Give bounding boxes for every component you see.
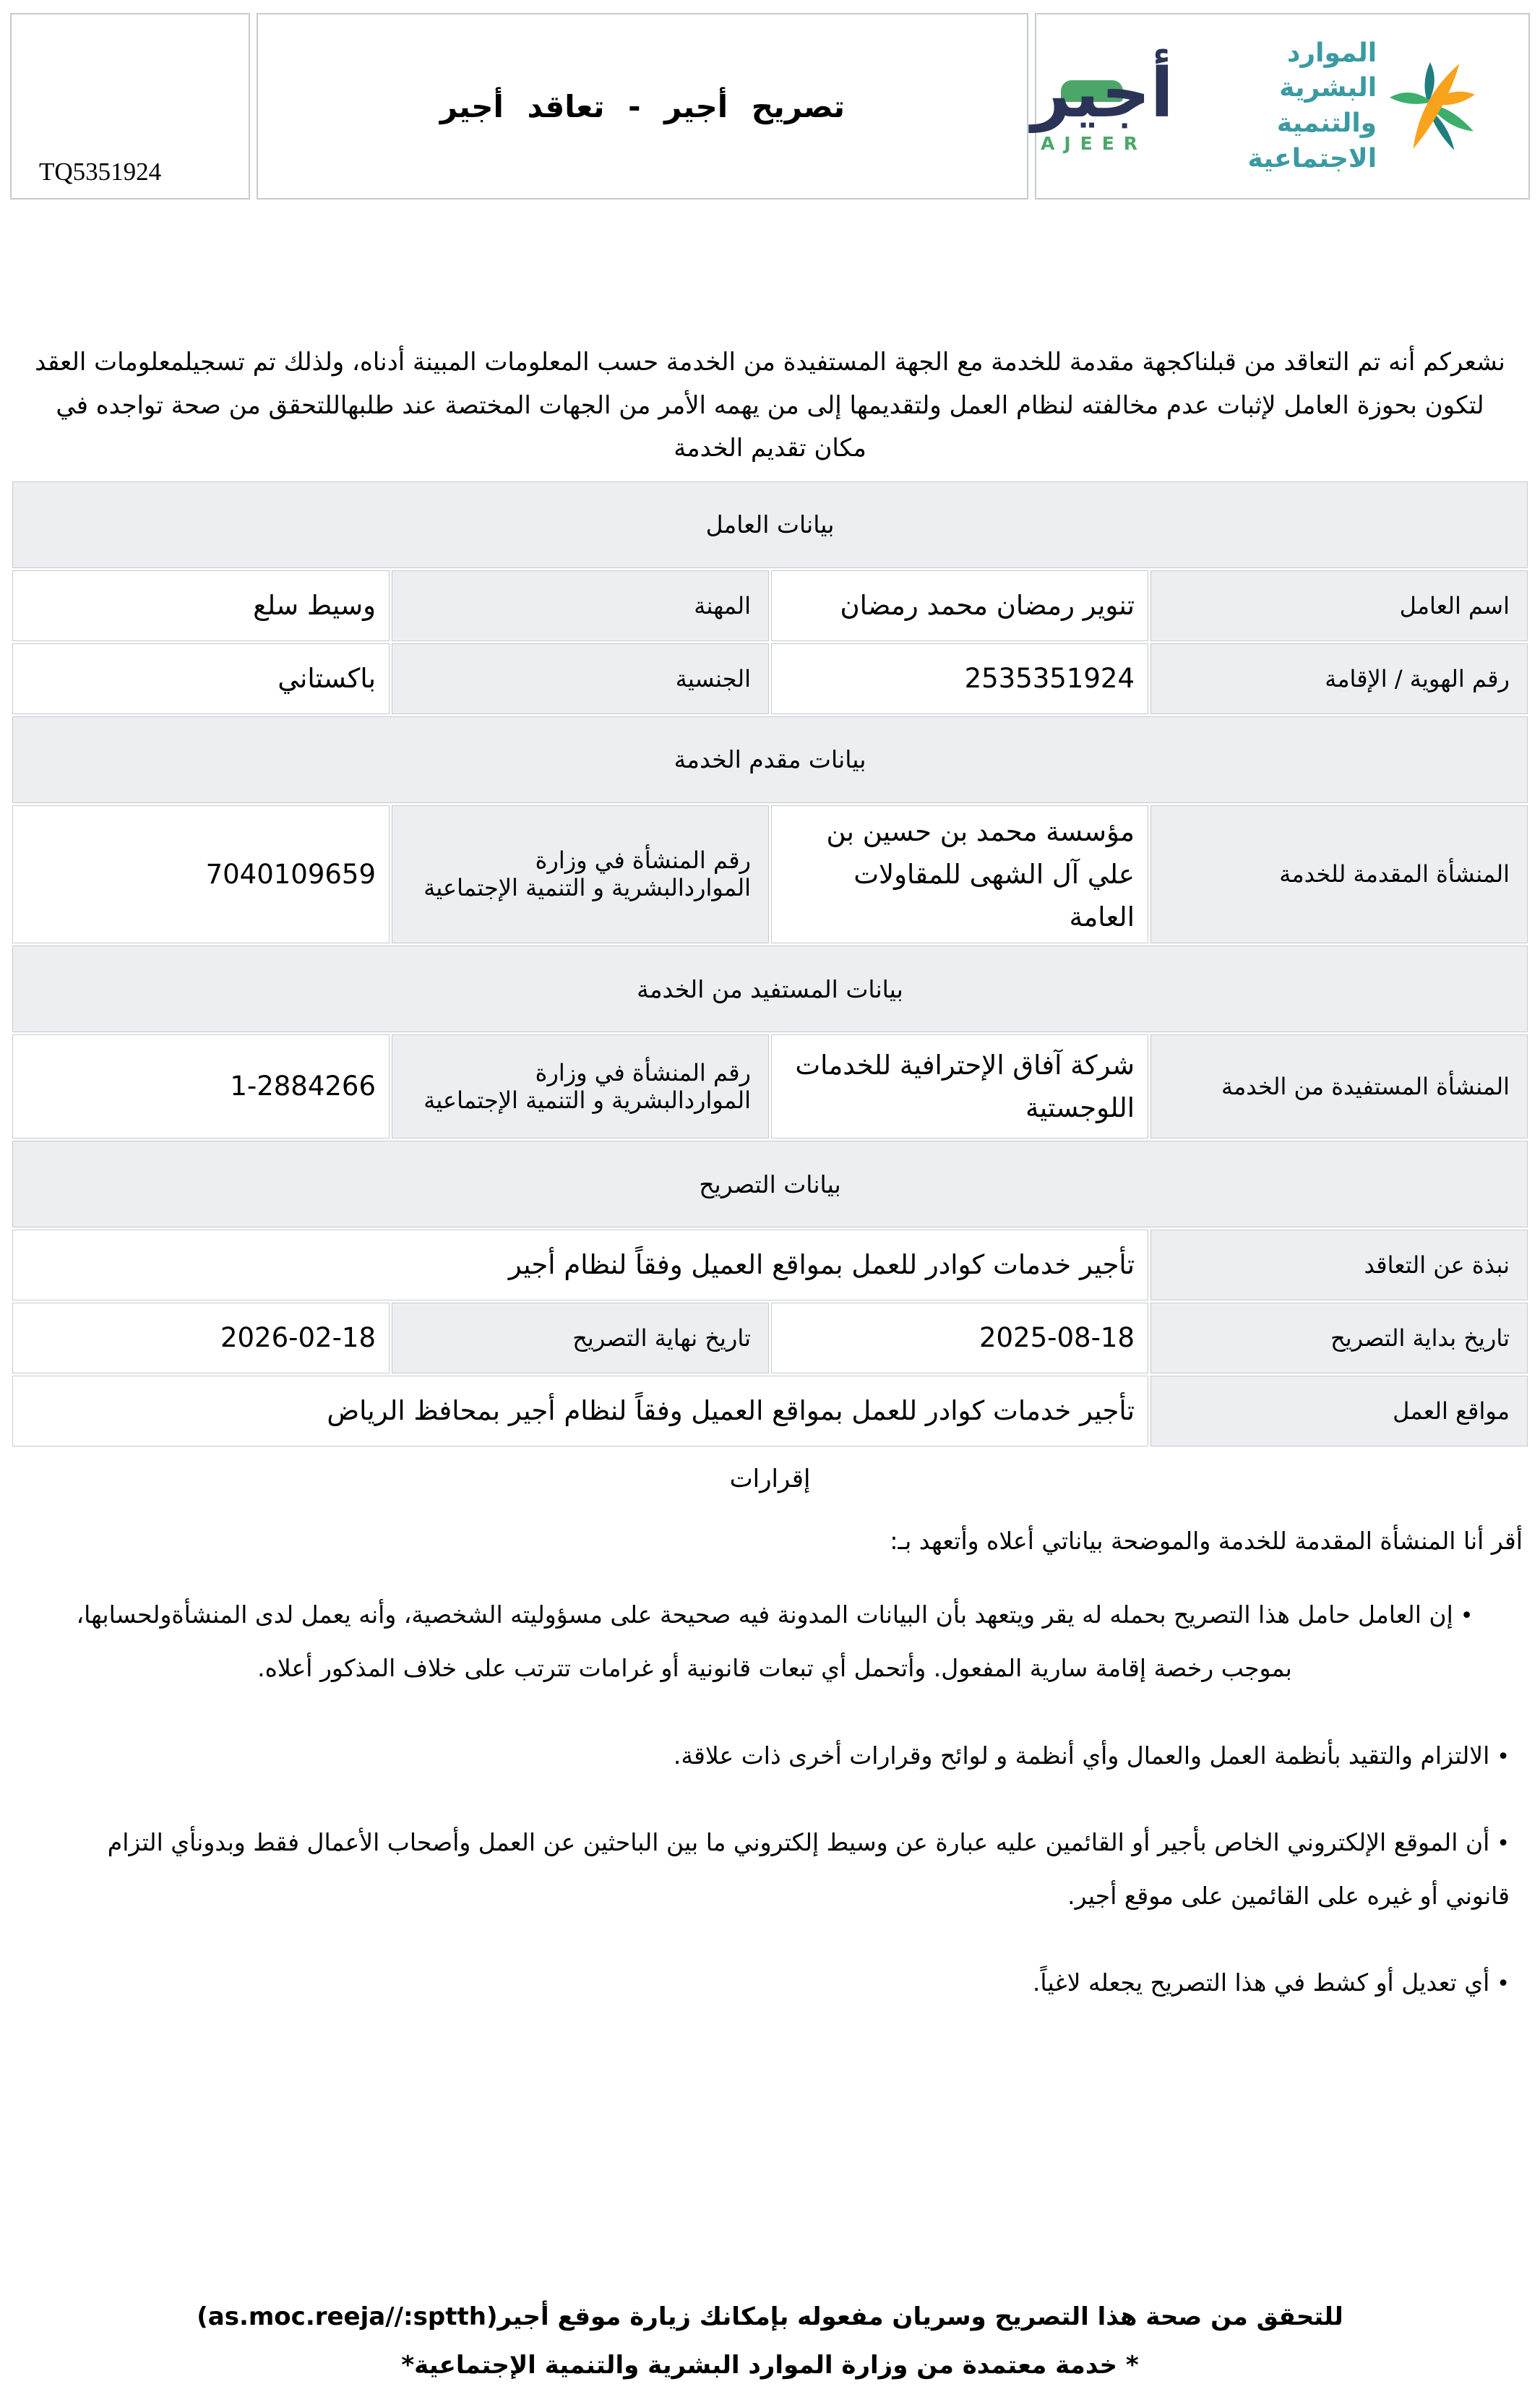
id-number-label: رقم الهوية / الإقامة xyxy=(1150,643,1528,714)
document-header xyxy=(10,13,1530,200)
title-box xyxy=(257,13,1028,200)
section-row-beneficiary xyxy=(12,946,1528,1032)
beneficiary-establishment-value: شركة آفاق الإحترافية للخدمات اللوجستية xyxy=(771,1034,1148,1139)
table-row xyxy=(12,805,1528,944)
worker-name-value: تنوير رمضان محمد رمضان xyxy=(771,570,1148,641)
profession-label: المهنة xyxy=(392,570,769,641)
section-row-permit xyxy=(12,1141,1528,1227)
table-row xyxy=(12,1303,1528,1373)
table-row xyxy=(12,1230,1528,1300)
permit-number: TQ5351924 xyxy=(39,158,162,186)
table-row xyxy=(12,1034,1528,1139)
ajeer-logo xyxy=(1031,54,1174,154)
end-date-label: تاريخ نهاية التصريح xyxy=(392,1303,769,1373)
section-header-worker: بيانات العامل xyxy=(12,481,1528,568)
ministry-logo xyxy=(1204,36,1476,176)
table-row xyxy=(12,1376,1528,1446)
declaration-item xyxy=(40,1956,1510,2010)
document-title: تصريح أجير - تعاقد أجير xyxy=(439,88,846,124)
declaration-text: إن العامل حامل هذا التصريح بحمله له يقر ويتعهد بأن البيانات المدونة فيه صحيحة على مسؤوليته الشخصية، وأنه يعمل لدى المنشأةولحسابها، بموجب رخصة إقامة سارية المفعول. وأتحمل أي تبعات قانونية أو غرامات تترتب على خلاف المذكور أعلاه. xyxy=(76,1600,1453,1683)
provider-establishment-label: المنشأة المقدمة للخدمة xyxy=(1150,805,1528,944)
work-locations-value: تأجير خدمات كوادر للعمل بمواقع العميل وفقاً لنظام أجير بمحافظ الرياض xyxy=(12,1376,1148,1446)
contract-overview-value: تأجير خدمات كوادر للعمل بمواقع العميل وفقاً لنظام أجير xyxy=(12,1230,1148,1300)
intro-paragraph: نشعركم أنه تم التعاقد من قبلناكجهة مقدمة للخدمة مع الجهة المستفيدة من الخدمة حسب المعلومات المبينة أدناه، ولذلك تم تسجيلمعلومات العقد لتكون بحوزة العامل لإثبات عدم مخالفته لنظام العمل ولتقديمها إلى من يهمه الأمر من الجهات المختصة عند طلبهاللتحقق من صحة تواجده في مكان تقديم الخدمة xyxy=(35,348,1505,463)
start-date-label: تاريخ بداية التصريح xyxy=(1150,1303,1528,1373)
start-date-value: 2025-08-18 xyxy=(771,1303,1148,1373)
declaration-text: أي تعديل أو كشط في هذا التصريح يجعله لاغياً. xyxy=(1032,1968,1490,1997)
worker-name-label: اسم العامل xyxy=(1150,570,1528,641)
beneficiary-mol-number-label: رقم المنشأة في وزارة المواردالبشرية و التنمية الإجتماعية xyxy=(392,1034,769,1139)
ajeer-logo-arabic: أجير xyxy=(1031,54,1174,134)
section-header-beneficiary: بيانات المستفيد من الخدمة xyxy=(12,946,1528,1032)
ajeer-permit-page xyxy=(0,13,1540,2405)
document-footer xyxy=(0,2293,1540,2389)
declarations-intro: أقر أنا المنشأة المقدمة للخدمة والموضحة بياناتي أعلاه وأتعهد بـ: xyxy=(890,1527,1523,1556)
bullet-icon: • xyxy=(1497,1744,1510,1770)
bullet-icon: • xyxy=(1497,1830,1510,1856)
declaration-item xyxy=(40,1816,1510,1924)
ministry-name xyxy=(1204,36,1377,176)
id-number-value: 2535351924 xyxy=(771,643,1148,714)
section-row-worker xyxy=(12,481,1528,568)
section-header-permit: بيانات التصريح xyxy=(12,1141,1528,1227)
declaration-item xyxy=(40,1729,1510,1783)
beneficiary-mol-number-value: 1-2884266 xyxy=(12,1034,390,1139)
ministry-name-line2: والتنمية الاجتماعية xyxy=(1247,108,1377,173)
provider-mol-number-label: رقم المنشأة في وزارة المواردالبشرية و التنمية الإجتماعية xyxy=(392,805,769,944)
permit-number-box xyxy=(10,13,250,200)
bullet-icon: • xyxy=(1497,1971,1510,1997)
permit-info-table xyxy=(10,479,1530,1449)
beneficiary-establishment-label: المنشأة المستفيدة من الخدمة xyxy=(1150,1034,1528,1139)
declaration-text: الالتزام والتقيد بأنظمة العمل والعمال وأي أنظمة و لوائح وقرارات أخرى ذات علاقة. xyxy=(673,1741,1490,1770)
nationality-label: الجنسية xyxy=(392,643,769,714)
section-header-provider: بيانات مقدم الخدمة xyxy=(12,716,1528,803)
section-row-provider xyxy=(12,716,1528,803)
verification-note: للتحقق من صحة هذا التصريح وسريان مفعوله بإمكانك زيارة موقع أجير(as.moc.reeja//:sptth) xyxy=(197,2302,1343,2332)
nationality-value: باكستاني xyxy=(12,643,390,714)
declarations-list xyxy=(40,1588,1510,2010)
provider-mol-number-value: 7040109659 xyxy=(12,805,390,944)
declaration-text: أن الموقع الإلكتروني الخاص بأجير أو القائمين عليه عبارة عن وسيط إلكتروني ما بين الباحثين عن العمل وأصحاب الأعمال فقط وبدونأي التزام قانوني أو غيره على القائمين على موقع أجير. xyxy=(107,1827,1510,1911)
end-date-value: 2026-02-18 xyxy=(12,1303,390,1373)
profession-value: وسيط سلع xyxy=(12,570,390,641)
ajeer-logo-latin: AJEER xyxy=(1041,132,1148,154)
provider-establishment-value: مؤسسة محمد بن حسين بن علي آل الشهى للمقاولات العامة xyxy=(771,805,1148,944)
work-locations-label: مواقع العمل xyxy=(1150,1376,1528,1446)
ministry-palm-icon xyxy=(1388,44,1476,168)
accreditation-note: * خدمة معتمدة من وزارة الموارد البشرية والتنمية الإجتماعية* xyxy=(401,2350,1139,2380)
logos-box xyxy=(1031,13,1530,200)
ministry-name-line1: الموارد البشرية xyxy=(1279,38,1377,103)
bullet-icon: • xyxy=(1460,1603,1474,1629)
contract-overview-label: نبذة عن التعاقد xyxy=(1150,1230,1528,1300)
declarations-heading: إقرارات xyxy=(729,1465,811,1494)
table-row xyxy=(12,643,1528,714)
declaration-item xyxy=(40,1588,1510,1696)
table-row xyxy=(12,570,1528,641)
